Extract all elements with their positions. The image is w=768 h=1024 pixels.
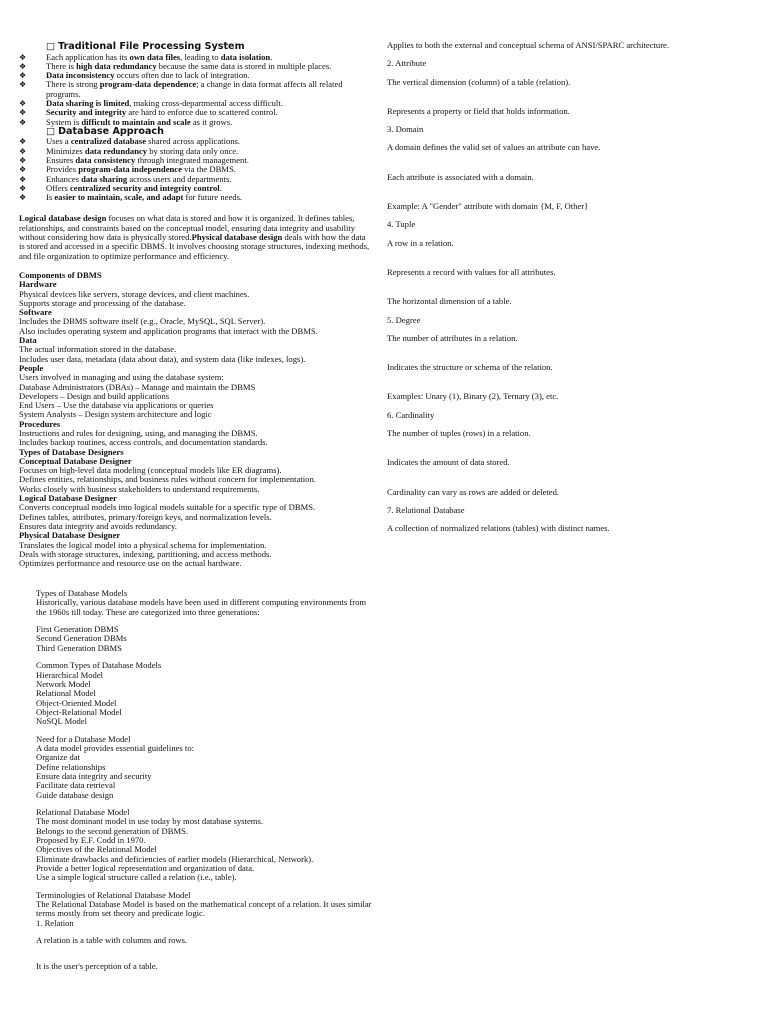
text-line: Defines entities, relationships, and business rules without concern for implementation. (19, 474, 316, 485)
diamond-bullet-icon: ❖ (19, 117, 27, 127)
bold-text: easier to maintain, scale, and adapt (54, 192, 184, 203)
text-run: occurs often due to lack of integration. (114, 70, 250, 81)
list-item (19, 80, 371, 99)
text-run: by storing data only once. (147, 145, 239, 156)
text-run: , making cross-departmental access difficult. (129, 97, 283, 108)
box-glyph-icon: □ (46, 125, 56, 137)
text-line: 7. Relational Database (387, 504, 465, 515)
bold-text: high data redundancy (76, 60, 157, 71)
text-line: The actual information stored in the database. (19, 344, 177, 355)
text-line: Applies to both the external and conceptual schema of ANSI/SPARC architecture. (387, 40, 670, 50)
text-run: Enhances (46, 173, 82, 184)
text-line: Define relationships (36, 761, 106, 772)
database-models-section (36, 589, 376, 971)
text-line: Developers – Design and build applications (19, 390, 170, 401)
text-line: Indicates the structure or schema of the relation. (387, 362, 553, 373)
database-approach-heading: □ Database Approach (46, 125, 164, 137)
text-line: A collection of normalized relations (tables) with distinct names. (387, 523, 610, 534)
text-run: System is (46, 116, 82, 127)
bold-text: data isolation (220, 51, 271, 62)
text-line: Includes user data, metadata (data about data), and system data (like indexes, logs). (19, 353, 306, 364)
text-line: Types of Database Models (36, 588, 128, 598)
text-run: There is strong (46, 79, 100, 90)
text-line: Ensure data integrity and security (36, 770, 152, 781)
text-line: Terminologies of Relational Database Model (36, 889, 191, 900)
text-line: Historically, various database models have been used in different computing environments from the 1960s till today. These are categorized into three generations: (36, 597, 367, 617)
bold-text: data consistency (75, 154, 136, 165)
section-heading: Types of Database Designers (19, 446, 124, 457)
text-line: Example: A "Gender" attribute with domain {M, F, Other} (387, 201, 589, 212)
text-line: Converts conceptual models into logical models suitable for a specific type of DBMS. (19, 502, 316, 513)
traditional-bullet-list (19, 53, 371, 127)
text-line: Examples: Unary (1), Binary (2), Ternary (3), etc. (387, 391, 559, 402)
design-paragraph (19, 214, 371, 260)
database-approach-bullet-list (19, 137, 371, 202)
section-heading: Data (19, 335, 37, 346)
text-line: Optimizes performance and resource use on the actual hardware. (19, 558, 242, 569)
text-line: Supports storage and processing of the database. (19, 297, 186, 308)
text-line: Provide a better logical representation and organization of data. (36, 862, 255, 873)
diamond-bullet-icon: ❖ (19, 71, 27, 81)
text-run: , leading to (180, 51, 221, 62)
text-line: 5. Degree (387, 314, 421, 325)
text-run: . (270, 51, 273, 62)
text-line: Works closely with business stakeholders to understand requirements. (19, 483, 260, 494)
traditional-heading: □ Traditional File Processing System (46, 41, 245, 52)
text-line: Objectives of the Relational Model (36, 844, 157, 855)
text-line: Represents a property or field that holds information. (387, 105, 570, 116)
section-heading: Conceptual Database Designer (19, 455, 132, 466)
text-line: Translates the logical model into a physical schema for implementation. (19, 539, 267, 550)
text-run: through integrated management. (135, 154, 249, 165)
section-heading: Procedures (19, 418, 61, 429)
text-line: Eliminate drawbacks and deficiencies of earlier models (Hierarchical, Network). (36, 853, 314, 864)
text-run: Ensures (46, 154, 76, 165)
diamond-bullet-icon: ❖ (19, 137, 27, 147)
text-run: because the same data is stored in multiple places. (156, 60, 332, 71)
text-line: The number of tuples (rows) in a relation. (387, 428, 531, 439)
text-line: Facilitate data retrieval (36, 780, 116, 791)
text-line: 2. Attribute (387, 58, 427, 69)
diamond-bullet-icon: ❖ (19, 193, 27, 203)
text-line: A row in a relation. (387, 237, 454, 248)
list-item (19, 118, 371, 127)
bold-text: Security and integrity (46, 107, 127, 118)
diamond-bullet-icon: ❖ (19, 61, 27, 71)
text-line: Belongs to the second generation of DBMS. (36, 825, 189, 836)
text-line: 3. Domain (387, 124, 424, 135)
text-line: Includes backup routines, access controls, and documentation standards. (19, 437, 268, 448)
text-run: There is (46, 60, 77, 71)
diamond-bullet-icon: ❖ (19, 183, 27, 193)
text-line (36, 946, 376, 954)
bold-text: data redundancy (84, 145, 148, 156)
text-line: The horizontal dimension of a table. (387, 296, 512, 307)
bold-text: difficult to maintain and scale (81, 116, 191, 127)
text-run: via the DBMS. (181, 164, 236, 175)
section-heading: Components of DBMS (19, 269, 102, 280)
text-line: It is the user's perception of a table. (36, 961, 158, 972)
box-glyph-icon: □ (46, 41, 56, 52)
right-column (387, 41, 747, 534)
bold-text: Data sharing is limited (46, 97, 130, 108)
text-line: Focuses on high-level data modeling (conceptual models like ER diagrams). (19, 465, 282, 476)
bold-text: program-data independence (78, 164, 182, 175)
diamond-bullet-icon: ❖ (19, 155, 27, 165)
text-line: Defines tables, attributes, primary/foreign keys, and normalization levels. (19, 511, 272, 522)
text-run: Uses a (46, 136, 71, 147)
text-line: Third Generation DBMS (36, 642, 122, 653)
text-run: are hard to enforce due to scattered control. (126, 107, 278, 118)
text-run: for future needs. (183, 192, 243, 203)
section-heading: Software (19, 307, 52, 318)
text-run: Each application has its (46, 51, 130, 62)
left-column (19, 42, 371, 568)
diamond-bullet-icon: ❖ (19, 174, 27, 184)
bold-text: Logical database design (19, 213, 107, 224)
text-run: Minimizes (46, 145, 85, 156)
text-run: shared across applications. (146, 136, 241, 147)
text-line: Users involved in managing and using the database system: (19, 372, 224, 383)
text-line: 4. Tuple (387, 219, 416, 230)
text-line: Object-Relational Model (36, 706, 122, 717)
text-line: Includes the DBMS software itself (e.g., Oracle, MySQL, SQL Server). (19, 316, 266, 327)
text-line: Second Generation DBMs (36, 633, 127, 644)
diamond-bullet-icon: ❖ (19, 146, 27, 156)
section-heading: People (19, 362, 44, 373)
text-line: Indicates the amount of data stored. (387, 457, 510, 468)
text-run: deals with how the data is stored and accessed in a specific DBMS. It involves choosing storage structures, indexing methods, and file organization to optimize performance and efficiency. (19, 232, 370, 261)
text-line: Object-Oriented Model (36, 697, 117, 708)
diamond-bullet-icon: ❖ (19, 52, 27, 62)
text-line: Database Administrators (DBAs) – Manage and maintain the DBMS (19, 381, 256, 392)
text-line: Also includes operating system and application programs that interact with the DBMS. (19, 325, 318, 336)
text-run: ; a change in data format affects all related programs. (46, 79, 343, 99)
text-line: Network Model (36, 678, 91, 689)
text-line: Relational Database Model (36, 807, 130, 818)
text-line: Each attribute is associated with a domain. (387, 171, 534, 182)
list-item (19, 193, 371, 202)
text-line: End Users – Use the database via applications or queries (19, 400, 214, 411)
diamond-bullet-icon: ❖ (19, 98, 27, 108)
text-line: NoSQL Model (36, 716, 88, 727)
text-run: Offers (46, 182, 70, 193)
text-line: The Relational Database Model is based on the mathematical concept of a relation. It uses similar terms mostly from set theory and predicate logic. (36, 899, 372, 919)
text-run: as it grows. (190, 116, 233, 127)
text-line: A data model provides essential guidelines to: (36, 743, 194, 754)
text-line: A relation is a table with columns and rows. (36, 935, 188, 946)
text-line: Common Types of Database Models (36, 660, 162, 671)
text-line: Relational Model (36, 688, 96, 699)
text-line: Deals with storage structures, indexing, partitioning, and access methods. (19, 548, 272, 559)
text-line: Hierarchical Model (36, 669, 104, 680)
text-line: Need for a Database Model (36, 733, 131, 744)
section-heading: Hardware (19, 279, 57, 290)
text-run: Is (46, 192, 55, 203)
text-line: The most dominant model in use today by most database systems. (36, 816, 263, 827)
diamond-bullet-icon: ❖ (19, 165, 27, 175)
text-line: A domain defines the valid set of values an attribute can have. (387, 142, 601, 153)
diamond-bullet-icon: ❖ (19, 108, 27, 118)
bold-text: data sharing (81, 173, 128, 184)
text-line: Organize dat (36, 752, 80, 763)
text-line: The vertical dimension (column) of a table (relation). (387, 76, 571, 87)
text-line: Physical devices like servers, storage devices, and client machines. (19, 288, 250, 299)
text-line: Ensures data integrity and avoids redundancy. (19, 520, 177, 531)
section-heading: Logical Database Designer (19, 493, 117, 504)
bold-text: Data inconsistency (46, 70, 115, 81)
text-run: across users and departments. (127, 173, 232, 184)
text-run: . (219, 182, 222, 193)
text-line: Represents a record with values for all attributes. (387, 266, 556, 277)
text-line: Use a simple logical structure called a relation (i.e., table). (36, 872, 237, 883)
diamond-bullet-icon: ❖ (19, 80, 27, 90)
text-line: Proposed by E.F. Codd in 1970. (36, 835, 146, 846)
text-line: Instructions and rules for designing, using, and managing the DBMS. (19, 427, 258, 438)
bold-text: program-data dependence (99, 79, 197, 90)
text-line: Guide database design (36, 789, 114, 800)
text-line: 6. Cardinality (387, 409, 435, 420)
text-line: The number of attributes in a relation. (387, 332, 518, 343)
section-heading: Physical Database Designer (19, 530, 121, 541)
text-line: System Analysts – Design system architecture and logic (19, 409, 212, 420)
text-line: Cardinality can vary as rows are added or deleted. (387, 486, 560, 497)
bold-text: Physical database design (191, 232, 283, 243)
text-run: focuses on what data is stored and how it is organized. It defines tables, relationships, and constraints based on the conceptual model, ensuring data integrity and usability without considering how data is physically stored. (19, 213, 356, 243)
bold-text: centralized security and integrity control (69, 182, 220, 193)
bold-text: own data files (129, 51, 181, 62)
text-line: 1. Relation (36, 917, 74, 928)
text-run: Provides (46, 164, 79, 175)
bold-text: centralized database (70, 136, 147, 147)
text-line: First Generation DBMS (36, 624, 119, 635)
components-section (19, 271, 371, 569)
